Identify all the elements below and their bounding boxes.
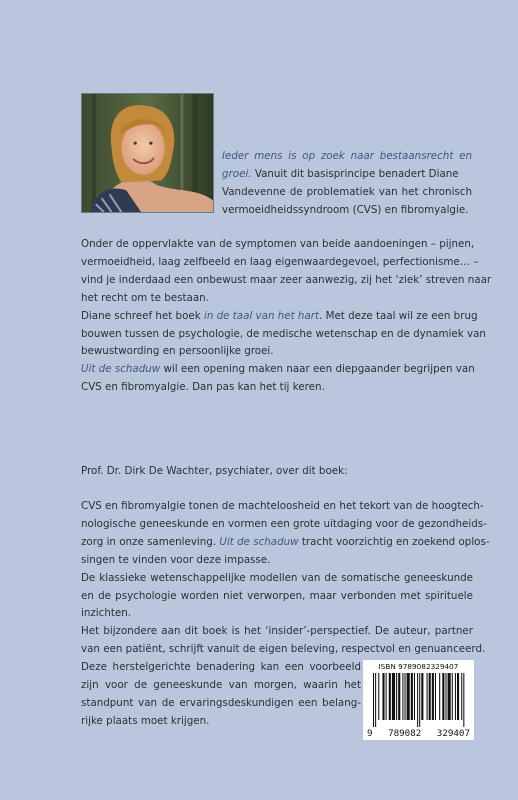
description-line: CVS en fibromyalgie. Dan pas kan het tij keren.: [81, 381, 325, 394]
review-attribution: [81, 463, 473, 481]
review-line: Deze herstelgerichte benadering kan een voorbeeld: [81, 661, 361, 674]
barcode-bars-icon: [365, 673, 472, 727]
intro-text: vermoeidheidssyndroom (CVS) en fibromyalgie.: [222, 203, 469, 216]
description-text: wil een opening maken naar een diepgaander begrijpen van: [160, 363, 475, 376]
review-line: singen te vinden voor deze impasse.: [81, 553, 271, 566]
review-line: standpunt van de ervaringsdeskundigen een belang-: [81, 696, 361, 709]
author-photo: [81, 93, 214, 213]
intro-tagline-end: groei.: [222, 167, 252, 180]
barcode-digit-group2: 329407: [436, 728, 470, 739]
review-line: nologische geneeskunde en vormen een grote uitdaging voor de gezondheids-: [81, 517, 487, 530]
intro-text: Vandevenne de problematiek van het chronisch: [222, 185, 472, 198]
emphasis-text: in de taal van het hart: [203, 309, 320, 322]
review-text: zorg in onze samenleving.: [81, 535, 217, 548]
description-line: het recht om te bestaan.: [81, 291, 209, 304]
review-text: tracht voorzichtig en zoekend oplos-: [298, 535, 490, 548]
intro-tagline: Ieder mens is op zoek naar bestaansrecht en: [222, 150, 472, 162]
description-text: . Met deze taal wil ze een brug: [319, 309, 478, 322]
barcode-digits: [363, 728, 474, 739]
review-line: rijke plaats moet krijgen.: [81, 714, 210, 727]
attribution-line: Prof. Dr. Dirk De Wachter, psychiater, over dit boek:: [81, 465, 348, 477]
intro-text: Vanuit dit basisprincipe benadert Diane: [251, 167, 459, 180]
barcode-digit-first: 9: [367, 728, 373, 739]
review-line: CVS en fibromyalgie tonen de machteloosheid en het tekort van de hoogtech-: [81, 500, 484, 512]
book-title-text: Uit de schaduw: [219, 535, 299, 548]
review-line: en de psychologie worden niet verworpen, maar verbonden met spirituele: [81, 589, 473, 602]
author-portrait-image: [82, 94, 213, 212]
review-line: zijn voor de geneeskunde van morgen, waarin het: [81, 679, 361, 692]
description-line: bewustwording en persoonlijke groei.: [81, 345, 274, 358]
review-line: Het bijzondere aan dit boek is het ‘insider’-perspectief. De auteur, partner: [81, 625, 473, 638]
isbn-barcode: [363, 660, 474, 740]
description-line: Onder de oppervlakte van de symptomen van beide aandoeningen – pijnen,: [81, 238, 475, 250]
intro-paragraph: [222, 148, 472, 220]
description-text: Diane schreef het boek: [81, 309, 204, 322]
book-title-text: Uit de schaduw: [81, 363, 161, 376]
description-line: vermoeidheid, laag zelfbeeld en laag eigenwaardegevoel, perfectionisme… –: [81, 255, 479, 268]
description-paragraph: [81, 236, 492, 397]
review-line: De klassieke wetenschappelijke modellen van de somatische geneeskunde: [81, 571, 473, 584]
review-line: van een patiënt, schrijft vanuit de eigen beleving, respectvol en genuanceerd.: [81, 643, 486, 656]
description-line: bouwen tussen de psychologie, de medische wetenschap en de dynamiek van: [81, 327, 486, 340]
review-line: inzichten.: [81, 607, 132, 620]
description-line: vind je inderdaad een onbewust maar zeer aanwezig, zij het ‘ziek’ streven naar: [81, 273, 492, 286]
isbn-label: ISBN 9789082329407: [378, 662, 459, 671]
barcode-digit-group1: 789082: [388, 728, 422, 739]
